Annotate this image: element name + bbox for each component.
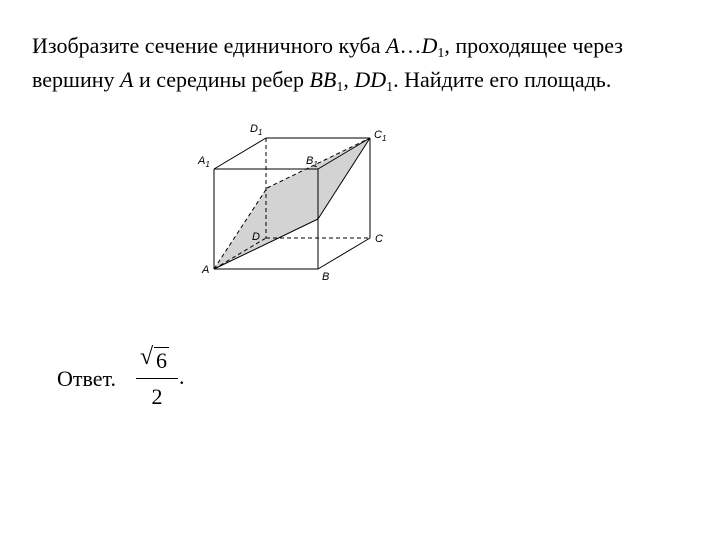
label-c1: $C_1$ (374, 129, 387, 143)
vertex-name: A (120, 67, 134, 92)
fraction-numerator (132, 344, 182, 376)
comma: , (343, 67, 355, 92)
problem-text-4: . Найдите его площадь. (393, 67, 612, 92)
label-c: C (375, 233, 383, 245)
problem-text-1: Изобразите сечение единичного куба (32, 33, 386, 58)
label-b: B (322, 271, 330, 283)
problem-text-2: , проходящее через вершину (32, 33, 623, 92)
problem-statement (32, 29, 704, 97)
answer-period: . (179, 364, 185, 389)
cube-figure (190, 116, 400, 291)
label-b1: $B_1$ (306, 155, 318, 169)
label-d: D (252, 231, 260, 243)
sqrt-icon: √ (140, 344, 154, 370)
edge-1-subscript: 1 (336, 80, 344, 95)
label-a1: $A_1$ (198, 155, 210, 169)
problem-text-3: и середины ребер (133, 67, 310, 92)
cube-end-vertex: D (421, 33, 438, 58)
edge-2-name: DD (354, 67, 387, 92)
fraction-denominator: 2 (151, 384, 163, 409)
cube-start-vertex: A (386, 33, 400, 58)
edge-2-subscript: 1 (386, 80, 394, 95)
cube-diagram (190, 116, 400, 286)
label-a: A (202, 264, 210, 276)
cube-end-subscript: 1 (437, 46, 445, 61)
label-d1: $D_1$ (250, 123, 263, 137)
fraction-bar (136, 378, 178, 379)
radicand: 6 (156, 348, 167, 373)
answer-fraction (132, 344, 182, 409)
edge-1-name: BB (309, 67, 337, 92)
ellipsis: … (399, 33, 422, 58)
answer-label: Ответ. (57, 366, 116, 391)
section-polygon (214, 138, 370, 269)
